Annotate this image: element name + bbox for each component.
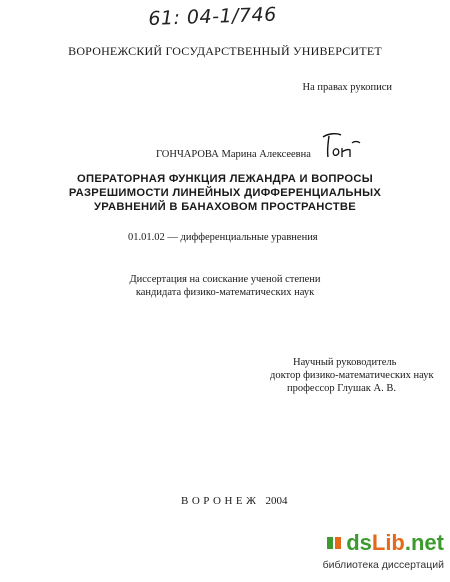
watermark-caption: библиотека диссертаций xyxy=(322,559,444,571)
handwritten-signature xyxy=(319,131,365,165)
title-line-1: ОПЕРАТОРНАЯ ФУНКЦИЯ ЛЕЖАНДРА И ВОПРОСЫ xyxy=(77,173,373,185)
supervisor-line-3: профессор Глушак А. В. xyxy=(287,383,396,394)
university-name: ВОРОНЕЖСКИЙ ГОСУДАРСТВЕННЫЙ УНИВЕРСИТЕТ xyxy=(68,44,382,58)
specialty-code: 01.01.02 — дифференциальные уравнения xyxy=(128,232,318,243)
logo-part-lib: Lib xyxy=(371,530,405,555)
degree-statement xyxy=(0,273,450,299)
author-name: ГОНЧАРОВА Марина Алексеевна xyxy=(156,149,311,160)
book-icon xyxy=(325,534,343,552)
supervisor-line-1: Научный руководитель xyxy=(293,357,397,368)
dissertation-title xyxy=(0,172,450,214)
degree-line-1: Диссертация на соискание ученой степени xyxy=(129,274,321,285)
supervisor-line-2: доктор физико-математических наук xyxy=(270,370,434,381)
city-year xyxy=(181,495,288,507)
city: ВОРОНЕЖ xyxy=(181,495,260,507)
dslib-watermark xyxy=(292,532,444,571)
title-line-3: УРАВНЕНИЙ В БАНАХОВОМ ПРОСТРАНСТВЕ xyxy=(94,201,356,213)
degree-line-2: кандидата физико-математических наук xyxy=(135,287,315,298)
dslib-logo xyxy=(325,532,444,554)
rights-notice: На правах рукописи xyxy=(302,82,392,93)
supervisor-block xyxy=(270,356,434,395)
year: 2004 xyxy=(265,495,288,507)
archive-number: 61: 04-1/746 xyxy=(148,3,278,30)
logo-part-ds: ds xyxy=(346,530,372,555)
title-line-2: РАЗРЕШИМОСТИ ЛИНЕЙНЫХ ДИФФЕРЕНЦИАЛЬНЫХ xyxy=(68,187,382,199)
logo-part-net: .net xyxy=(404,530,444,555)
